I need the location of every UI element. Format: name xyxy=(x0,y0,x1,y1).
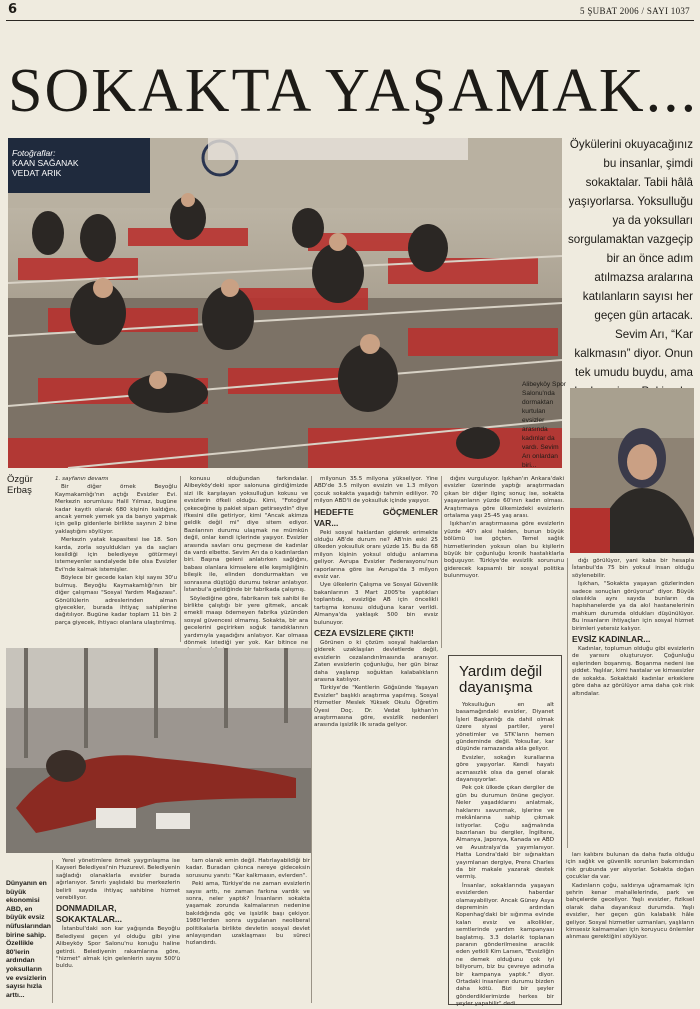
photographer-name: VEDAT ARIK xyxy=(12,168,62,178)
author-last-name: Erbaş xyxy=(7,485,32,496)
sidebar-quote: Dünyanın en büyük ekonomisi ABD, en büyük evsiz nüfuslarından birine sahip. Özellikle 80'lerin ardından yoksulların ve evsizlerin sayısı hızla arttı... xyxy=(6,880,51,999)
paragraph: Peki sosyal haklardan giderek erimekte olduğu AB'de durum ne? AB'nin eski 25 ülkeden yoksulluk oranı yüzde 15. Bu da 68 milyon kişinin yoksul olduğu anlamına geliyor. Avrupa Evsizler Federasyonu'nun raporlarına göre ise Avrupa'da 3 milyon evsiz var. xyxy=(314,529,438,581)
paragraph: Işıkhan'ın araştırmasına göre evsizlerin yüzde 40'ı aksi halden, bunun büyük bölümü ise göçten. Temel sağlık hizmetlerinden yoksun olan bu kişilerin büyük bir çoğunluğu kronik hastalıklarla boğuşuyor. Türkiye'de evsizlik sorununu giderecek kapsamlı bir sosyal politika bulunmuyor. xyxy=(444,521,564,580)
article-column-8 xyxy=(566,852,694,1003)
paragraph: milyonun 35.5 milyona yükseliyor. Yine ABD'de 3.5 milyon evsizin ve 1.3 milyon çocuk sokakta yaşadığı tahmin ediliyor. 70 milyon ABD'li de yoksulluk içinde yaşıyor. xyxy=(314,476,438,505)
paragraph: konusu olduğundan farkındalar. Alibeyköy'deki spor salonuna girdiğimizde sizi ilk karşılayan yoksulluğun kokusu ve evsizlerin öfkeli olduğu. Kimi, "Fotoğraf çekeceğine iş pakiet siparı getirseydin" diye ifkesini dile getiriyor, kimi "Ancak akimza geldik değil mi" diye sitem ediyor. Bazılarının durumu ulaşmak ne mümkün değil, onlar kendi içlerinde yaşıyor. Evsizler arasında savları onu geçmese de kadınlar da vardı elbette. Sevim Arı da o kadınlardan biri. Başına geleni anlatırken sağlığını, babası olanlara kimselere elle keşmişliğinin bileşik ile, elinden dondurmaktan ve sonrasına düştüğü durumu tekrar anlatıyor. İstanbul'a geldiğinde bir fabrikada çalışmış. xyxy=(184,476,308,594)
article-column-4 xyxy=(444,476,564,642)
photographer-name: KAAN SAĞANAK xyxy=(12,158,79,168)
paragraph: İnsanlar, sokaklarında yaşayan evsizlerden haberdar olamayabiliyor. Ancak Güney Asya depreminin ardından Kopenhag'daki bir sığınma evinde kalan evsiz ve alkolikler, semtlerinde yardım kampanyası başlatmış. 3.3 dolarlık toplanan paranın gönderilmesine aracılık eden yetkili Kim Larsen, "Evsizliğin ne demek olduğunu çok iyi biliyorum, biz bu çevreye adınızla bir kampanya yaptık." diyor. Ortadaki insanların durumu bizden daha kötü. Bizi bir şeyler gönderdiklerimizde herkes bir şeyler yapabilir" dedi. xyxy=(456,882,554,1008)
subheading: DONMADILAR, SOKAKTALAR... xyxy=(56,903,122,925)
box-title: Yardım değil dayanışma xyxy=(459,663,543,696)
paragraph: Bir diğer örnek Beyoğlu Kaymakamlığı'nın açtığı Evsizler Evi. Merkezin sorumlusu Halil Yılmaz, bugüne kadar kayıtlı olarak 680 kişinin kaldığını, ancak yemek yemek ya da banyo yapmak için gelip gidenlerle birlikte sayının 2 bine yaklaştığını söylüyor. xyxy=(55,484,177,535)
photo-credit-label: Fotoğraflar: xyxy=(12,148,56,158)
paragraph: Işıkhan, "Sokakta yaşayan gözlerinden sadece sonuçları görüyoruz" diyor. Büyük olasılıkla aynı sayıda bunların da hapishanelerde ya da akıl hastanelerinin mahkum durumda oldukları düşünülüyor. Bu insanların ihtiyaçları için sosyal hizmet birimleri yetersiz kalıyor. xyxy=(572,581,694,632)
main-photo xyxy=(8,138,562,468)
header-rule xyxy=(6,20,694,21)
paragraph: Merkezin yatak kapasitesi ise 18. Son karda, zorla soyuldukları ya da saçları kesildiği için belediyeye götürmeyi istemeyenler sandalyede bile olsa Evsizler Evi'nde kalmak istemişler. xyxy=(55,537,177,573)
paragraph: dığı görülüyor, yani kaba bir hesapla İstanbul'da 75 bin yoksul insan olduğu söylenebilir. xyxy=(572,558,694,579)
photo-caption: Alibeyköy Spor Salonu'nda dormaktan kurtulan evsizler arasında kadınlar da vardı. Sevim Arı onlardan biri... xyxy=(522,381,566,469)
paragraph: Böylece bir gecede kalan kişi sayısı 30'u bulmuş. Beyoğlu Kaymakamlığı'nın bir diğer çalışması "Sosyal Yardım Mağazası". Gönüllülerin adreslerinden alman giyecekler, burada ihtiyaç sahiplerine dağıtılıyor. Bugüne kadar toplam 11 bin 2 parça giyecek, ihtiyacı olanlara ulaştırılmış. xyxy=(55,575,177,626)
column-divider xyxy=(311,476,312,1003)
paragraph: Kadınların çoğu, saldırıya uğramamak için şehrin kenar mahallelerinde, park ve bahçelerde geceliyor. Yaşlı evsizler, fiziksel olarak daha dayanıksız durumda. Yaşlı evsizler, her geçen gün kalabalık hâle geliyor. Sosyal hizmetler uzmanları, yaşlıların kimsesiz kalmamaları için koruyucu önlemler alınması gerektiğini söylüyor. xyxy=(566,882,694,941)
author-first-name: Özgür xyxy=(7,474,33,485)
page-number: 6 xyxy=(8,2,18,17)
paragraph: Kadınlar, toplumun olduğu gibi evsizlerin de yarısını oluşturuyor. Çoğunluğu eşlerinden boşanmış. Boşanma nedeni ise şiddet. Yaşlılar, kimi hastalar ve kimsesizler de sokakta. Sokaktaki kadınlar erkeklere göre daha az görülüyor ama daha çok risk altındalar. xyxy=(572,646,694,697)
paragraph: Görünen o ki çözüm sosyal haklardan giderek uzaklaşılan devletlerde değil, evsizlerin cezalandırılmasında aranıyor. Zaten evsizlerin çoğunluğu, her gün biraz daha yaşlanıp soğuktan kalabalıkların arasına katılıyor. xyxy=(314,639,438,683)
column-divider xyxy=(441,476,442,648)
paragraph: Yoksulluğun en alt basamağındaki evsizler, Diyanet İşleri Başkanlığı da dahil olmak üzere siyasi partiler, yerel yönetimler ve STK'ların hemen gündeminde değil. Yoksullar, kar düşünde ramazanda akla geliyor. xyxy=(456,702,554,753)
paragraph: Türkiye'de "Kentlerin Göğsünde Yaşayan Evsizler" başlıklı araştırma yapılmış. Sosyal Hizmetler Meslek Yüksek Okulu Öğretim Üyesi Doç. Dr. Vedat Işıkhan'ın araştırmasına göre, evsizlik nedenleri arasında işsizlik ilk sırada geliyor. xyxy=(314,685,438,729)
photo-credit xyxy=(12,148,79,178)
article-column-7 xyxy=(186,858,310,1003)
column-divider xyxy=(567,558,568,848)
article-column-3 xyxy=(314,476,438,1003)
paragraph: Uye ülkelerin Çalışma ve Sosyal Güvenlik bakanlarının 3 Mart 2005'te yaptıkları toplantıda, evsizliğe AB için öncelikli tartışma konusu olduğuna karar verildi. Almanya'da yaklaşık 500 bin evsiz bulunuyor. xyxy=(314,582,438,626)
sidebar-divider xyxy=(52,860,53,1003)
paragraph: Peki ama, Türkiye'de ne zaman evsizlerin sayısı arttı, ne zaman farkına vardık ve sonra, neler yaptık? İnsanların sokakta yaşamak zorunda kalmalarının nedenine bakıldığında göç ve işsizlik başı çekiyor. 1980'lerden sonra uygulanan neoliberal politikalarla birlikte devletin sosyal devlet anlayışından uzaklaşması bu süreci hızlandırdı. xyxy=(186,881,310,947)
paragraph: tam olarak emin değil. Hatırlayabildiği bir kadar. Buradan çıkınca nereye gideceksin sorusunu yanıtı: "Kar kalkmasın, evlerden". xyxy=(186,858,310,879)
paragraph: İstanbul'daki son kar yağışında Beyoğlu Belediyesi geçen yıl olduğu gibi yine Alibeyköy Spor Salonu'nu konuğu haline getirdi. Belediyenin rakamlarına göre, "hizmet" almak için gelenlerin sayısı 500'ü buldu. xyxy=(56,926,180,970)
paragraph: Pek çok ülkede çıkan dergiler de gün bu durumun önüne geçiyor. Neler yaşadıklarını anlatmak, haklarını savunmak, işlerine ve mekânlarına sahip çıkmak istiyorlar. Çoğu sağmalında bazırlanan bu dergiler, İngiltere, Almanya, Japonya, Kanada ve ABD ve Avustralya'da yayımlanıyor. Hatta Londra'daki bir sığınaktan yayımlanan dergiye, Prens Charles da bir makale yazarak destek vermiş. xyxy=(456,785,554,881)
subheading: CEZA EVSİZLERE ÇIKTI! xyxy=(314,627,414,638)
article-column-6 xyxy=(56,858,180,1003)
sleeping-man-photo xyxy=(6,648,312,853)
byline xyxy=(7,474,33,496)
portrait-photo xyxy=(570,388,694,553)
continued-note: 1. sayfanın devamı xyxy=(55,476,109,482)
column-divider xyxy=(180,476,181,642)
box-body xyxy=(449,700,561,1008)
subheading: EVSİZ KADINLAR... xyxy=(572,634,651,645)
paragraph: dığını vurguluyor. Işıkhan'ın Ankara'daki evsizler üzerinde yaptığı araştırmadan çıkan bir diğer ilginç sonuç ise, sokakta yaşayanların yüzde 60'ının kadın olması. Araştırmaya göre ülkemizdeki evsizlerin ortalama yaşı 25-45 yaş arası. xyxy=(444,476,564,520)
article-column-2 xyxy=(184,476,308,646)
paragraph: Söylediğine göre, fabrikanın tek sahibi ile birlikte çalıştığı bir yere gitmek, ancak emekli maaşı ödemeyen fabrika yüzünden sosyal güvencesi olmamış. Sokakta, bir ara gecelerini geçirirken soğuk tanıdıklarının yardımıyla yaşadığını anlatıyor. Kar olmasa dönmek istediği yer yok. Kar bitince ne xyxy=(184,595,308,646)
paragraph: Yerel yönetimlere örnek yaygınlaşma ise Kayseri Belediyesi'nin Huzurevi. Belediyenin sağladığı olanaklarla evsizler burada ağırlanıyor. Sınırlı yaşlıdaki bu merkezlerin belirli sayıda ihtiyaç sahibine hizmet verebiliyor. xyxy=(56,858,180,902)
intro-paragraph: Öykülerini okuyacağınız bu insanlar, şimdi sokaktalar. Tabii hâlâ yaşıyorlarsa. Yoksulluğu ya da yoksulları sorgulamaktan vazgeçip bir an önce adım atılmazsa aralarına katılanların sayısı her geçen gün artacak. Sevim Arı, “Kar kalkmasın” diyor. Onun tek umudu buydu, ama xyxy=(567,138,693,379)
issue-date: 5 ŞUBAT 2006 / SAYI 1037 xyxy=(580,6,690,16)
paragraph: Evsizler, sokağın kurallarına göre yaşıyorlar. Kendi hayatı acımasızlık olsa da genel olarak dayanışıyorlar. xyxy=(456,754,554,784)
sidebar-box xyxy=(448,655,562,1008)
paragraph: ları kalıbını bulunan da daha fazla olduğu için sağlık ve güvenlik sorunları bakımından risk grubunda yer alıyorlar. Sokakta doğan çocuklar da var. xyxy=(566,852,694,881)
subheading: HEDEFTE GÖÇMENLER VAR... xyxy=(314,506,438,528)
headline: SOKAKTA YAŞAMAK... xyxy=(8,57,699,125)
article-column-5 xyxy=(572,558,694,848)
article-column-1 xyxy=(55,476,177,642)
